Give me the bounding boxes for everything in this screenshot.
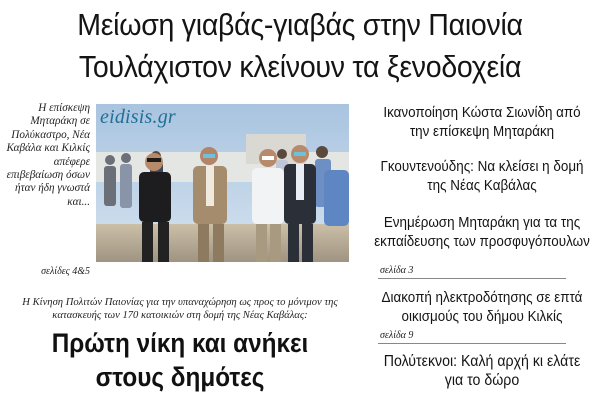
- sidebar-story-1: Ικανοποίηση Κώστα Σιωνίδη από την επίσκεψη Μηταράκη: [383, 105, 581, 140]
- watermark-logo: eidisis.gr: [100, 106, 176, 128]
- main-story-headline-line2: στους δημότες: [95, 362, 265, 392]
- sidebar-story-3: Ενημέρωση Μηταράκη για τα της εκπαίδευσης των προσφυγόπουλων: [374, 215, 590, 250]
- sidebar-story-4: Διακοπή ηλεκτροδότησης σε επτά οικισμούς του δήμου Κιλκίς: [381, 290, 583, 325]
- headline-secondary: Τουλάχιστον κλείνουν τα ξενοδοχεία: [78, 49, 522, 84]
- main-story-intro: Η Κίνηση Πολιτών Παιονίας για την υπαναχώρηση ως προς το μόνιμον της κατασκευής των 170 κατοικιών στη δομή της Νέας Καβάλας:: [22, 297, 338, 321]
- main-story-headline-line1: Πρώτη νίκη και ανήκει: [51, 328, 309, 358]
- photo-page-ref: σελίδες 4&5: [41, 266, 90, 277]
- sidebar-page-ref-1: σελίδα 3: [380, 265, 414, 276]
- sidebar-story-5: Πολύτεκνοι: Καλή αρχή κι ελάτε για το δώρο: [383, 353, 581, 389]
- news-photo: [96, 104, 349, 262]
- headline-primary: Μείωση γιαβάς-γιαβάς στην Παιονία: [77, 7, 523, 42]
- main-story-headline: [18, 326, 342, 394]
- sidebar-divider-2: [378, 343, 566, 344]
- photo-caption: Η επίσκεψη Μηταράκη σε Πολύκαστρο, Νέα Καβάλα και Κιλκίς απέφερε επιβεβαίωση όσων ήταν ήδη γνωστά και...: [6, 102, 90, 208]
- sidebar-divider-1: [378, 278, 566, 279]
- sidebar-story-2: Γκουντενούδης: Να κλείσει η δομή της Νέας Καβάλας: [380, 159, 584, 194]
- sidebar-page-ref-2: σελίδα 9: [380, 330, 414, 341]
